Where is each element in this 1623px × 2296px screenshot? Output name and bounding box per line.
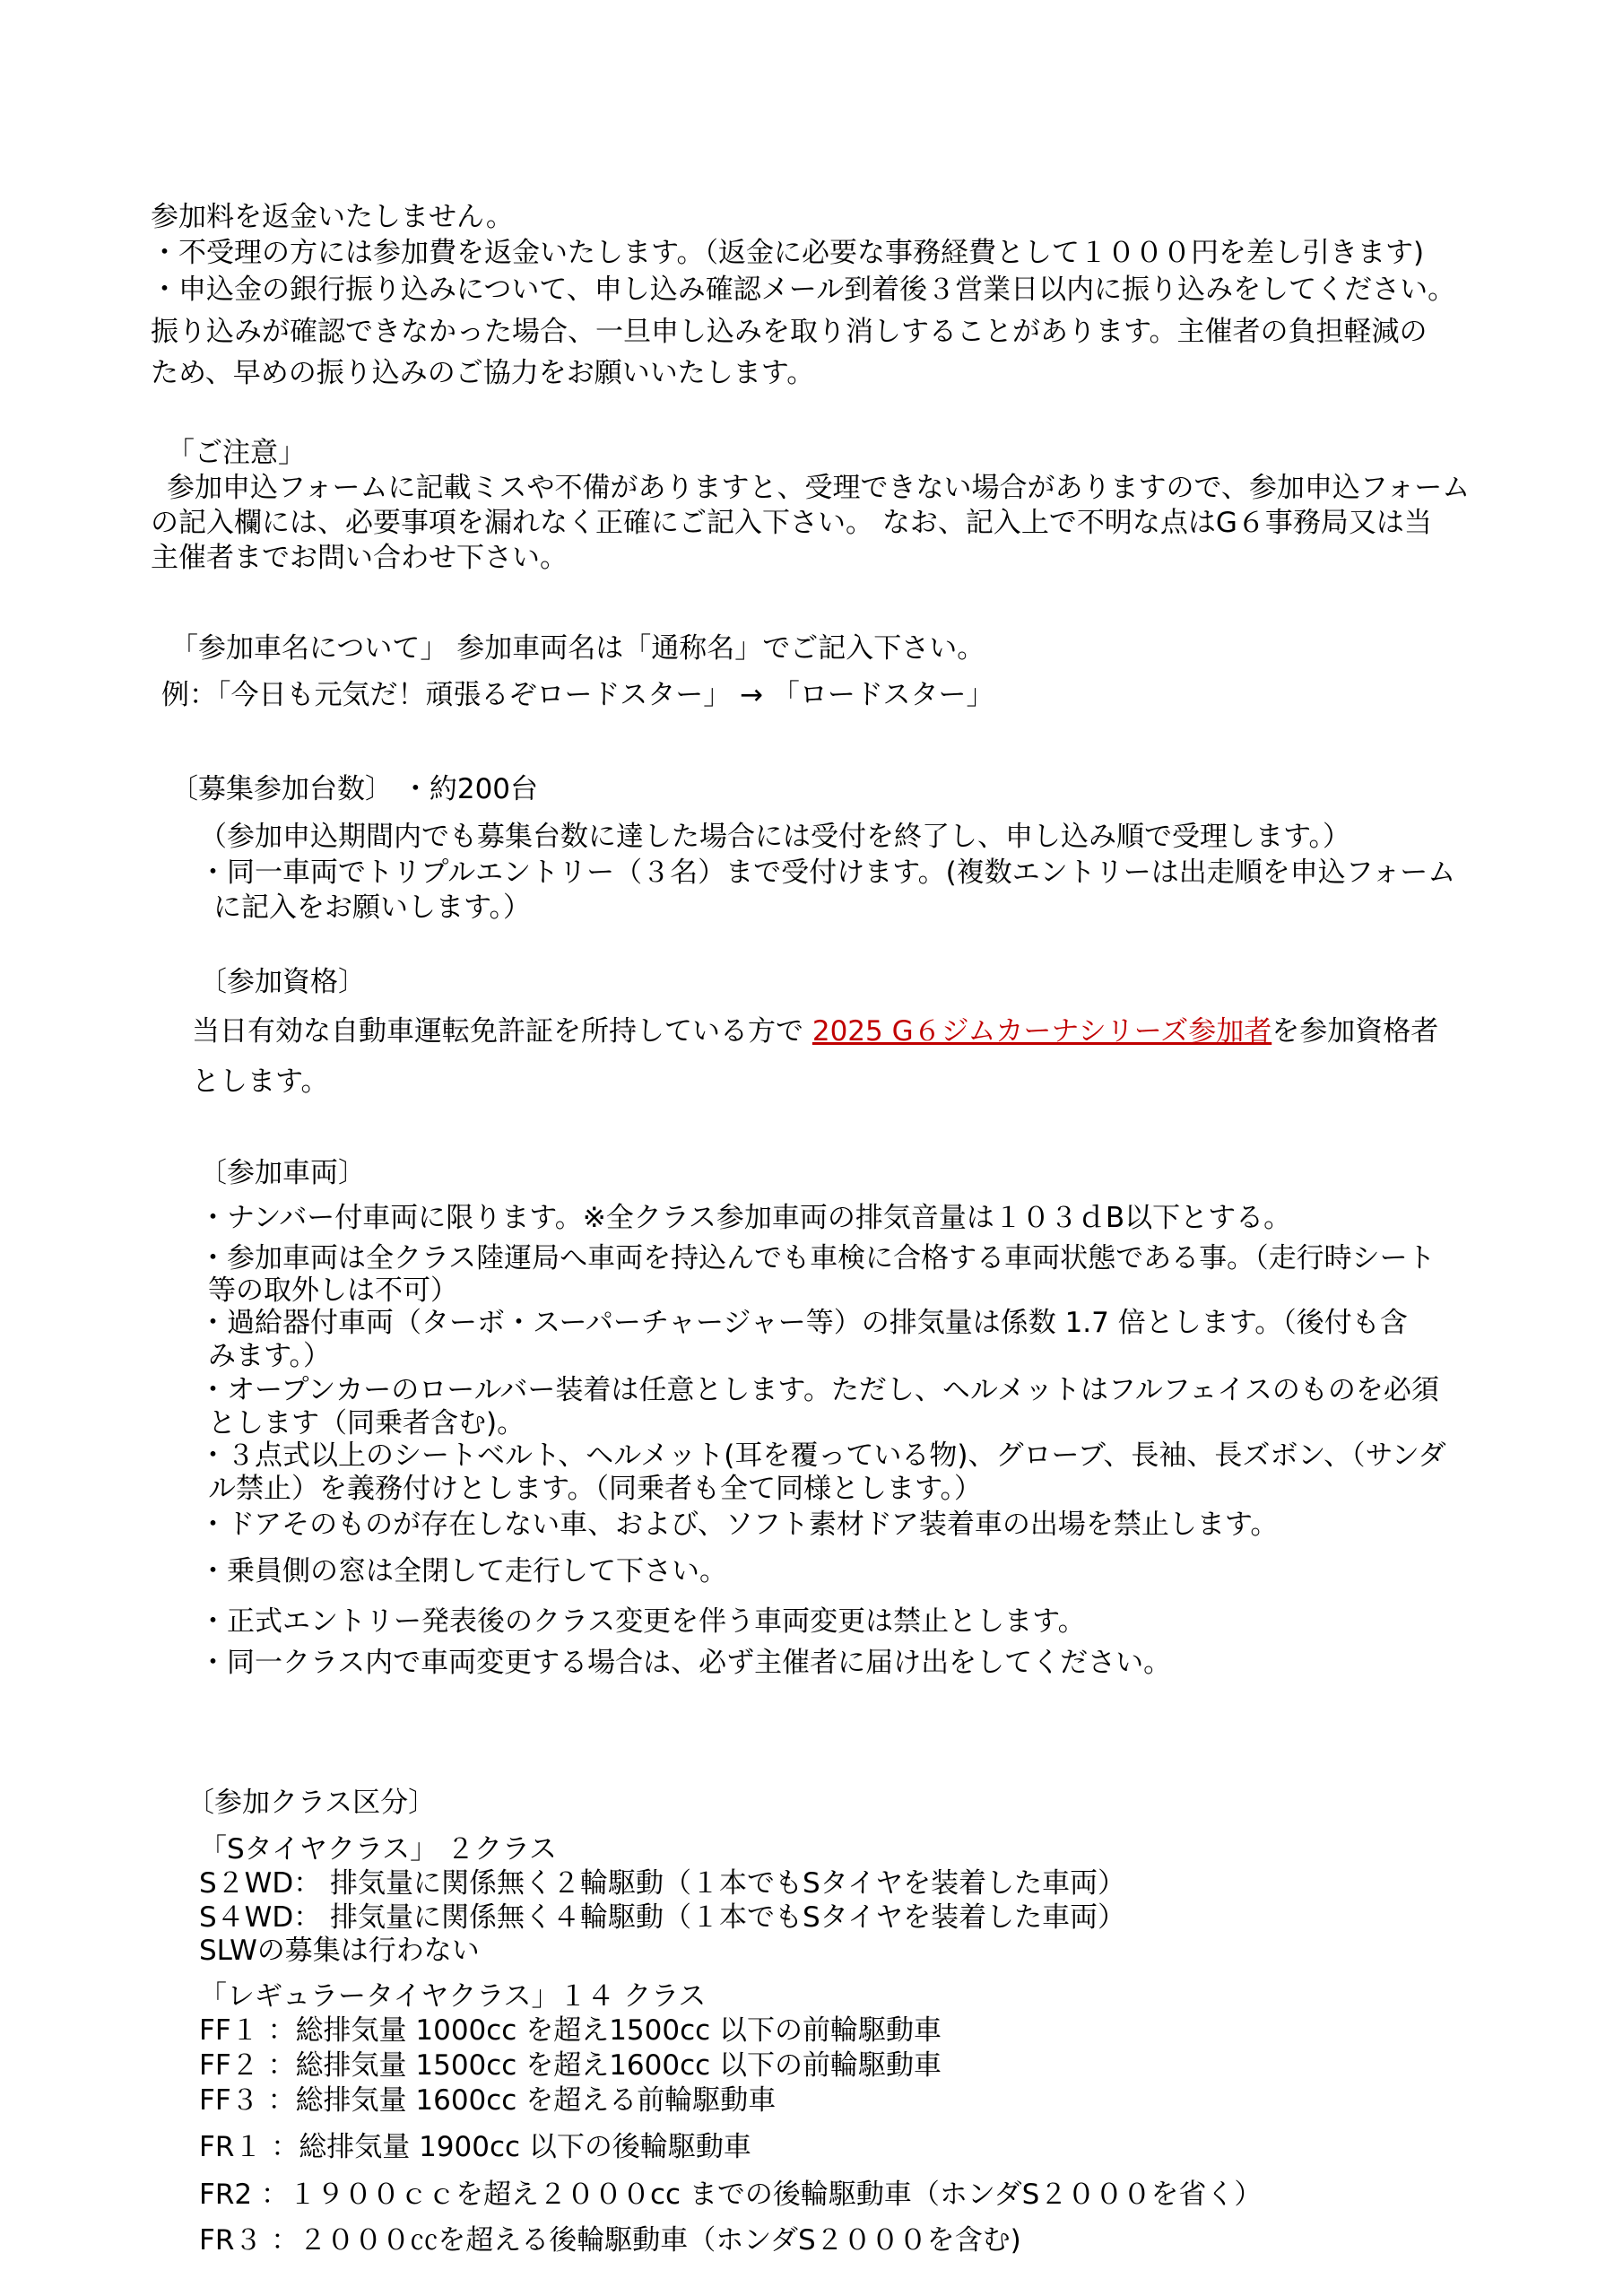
series-participant-link[interactable]: 2025 G６ジムカーナシリーズ参加者 [812, 1015, 1272, 1048]
notice-line-2: の記入欄には、必要事項を漏れなく正確にご記入下さい。 なお、記入上で不明な点はG６事務局又は当 [151, 507, 1432, 539]
vehicle-line-8: ・３点式以上のシートベルト、ヘルメット(耳を覆っている物)、グローブ、長袖、長ズボン、（サンダ [199, 1439, 1446, 1472]
class-s2wd: S２WD： 排気量に関係無く２輪駆動（１本でもSタイヤを装着した車両） [199, 1867, 1126, 1900]
vehicle-line-13: ・同一クラス内で車両変更する場合は、必ず主催者に届け出をしてください。 [199, 1647, 1172, 1679]
vehicle-line-3: 等の取外しは不可） [208, 1274, 458, 1307]
vehicle-line-2: ・参加車両は全クラス陸運局へ車両を持込んでも車検に合格する車両状態である事。（走行時シート [199, 1242, 1436, 1274]
class-ff1: FF１ ：総排気量 1000cc を超え1500cc 以下の前輪駆動車 [199, 2014, 942, 2047]
vehicle-line-6: ・オープンカーのロールバー装着は任意とします。ただし、ヘルメットはフルフェイスのものを必須 [199, 1374, 1439, 1406]
qualification-text-post: を参加資格者 [1271, 1015, 1439, 1048]
notice-line-3: 主催者までお問い合わせ下さい。 [151, 542, 568, 574]
class-ff2: FF２ ：総排気量 1500cc を超え1600cc 以下の前輪駆動車 [199, 2049, 942, 2082]
count-line-3: に記入をお願いします。） [213, 891, 532, 924]
class-ff3: FF３ ：総排気量 1600cc を超える前輪駆動車 [199, 2084, 777, 2117]
vehicle-line-1: ・ナンバー付車両に限ります。※全クラス参加車両の排気音量は１０３ｄB以下とする。 [199, 1202, 1292, 1234]
count-line-2: ・同一車両でトリプルエントリー（３名）まで受付けます。(複数エントリーは出走順を申込フォーム [199, 857, 1456, 889]
vehicle-line-9: ル禁止）を義務付けとします。（同乗者も全て同様とします。） [208, 1473, 983, 1505]
refund-line-4: 振り込みが確認できなかった場合、一旦申し込みを取り消しすることがあります。主催者の負担軽減の [151, 316, 1428, 348]
vehicle-heading: 〔参加車両〕 [199, 1157, 366, 1189]
qualification-text-pre: 当日有効な自動車運転免許証を所持している方で [192, 1015, 812, 1048]
refund-line-1: 参加料を返金いたしません。 [151, 201, 514, 233]
s-tire-heading: 「Sタイヤクラス」 ２クラス [199, 1833, 558, 1866]
class-fr2: FR2 ：１９００ｃｃを超え２０００cc までの後輪駆動車（ホンダS２０００を省く） [199, 2179, 1263, 2211]
count-heading: 〔募集参加台数〕 ・約200台 [170, 773, 539, 805]
classes-heading: 〔参加クラス区分〕 [187, 1787, 437, 1819]
notice-line-1: 参加申込フォームに記載ミスや不備がありますと、受理できない場合がありますので、参加申込フォーム [167, 472, 1471, 504]
qualification-heading: 〔参加資格〕 [199, 966, 366, 998]
carname-line-1: 「参加車名について」 参加車両名は「通称名」でご記入下さい。 [170, 632, 985, 665]
notice-heading: 「ご注意」 [167, 437, 306, 469]
count-line-1: （参加申込期間内でも募集台数に達した場合には受付を終了し、申し込み順で受理します。） [199, 821, 1351, 853]
vehicle-line-7: とします（同乗者含む)。 [208, 1407, 525, 1439]
refund-line-2: ・不受理の方には参加費を返金いたします。（返金に必要な事務経費として１０００円を差し引きます) [151, 237, 1425, 269]
class-slw-note: SLWの募集は行わない [199, 1935, 480, 1967]
qualification-line-1 [192, 1013, 1438, 1049]
vehicle-line-4: ・過給器付車両（ターボ・スーパーチャージャー等）の排気量は係数 1.7 倍とします。（後付も含 [199, 1307, 1408, 1339]
vehicle-line-5: みます。） [208, 1340, 332, 1372]
qualification-line-2: とします。 [192, 1065, 329, 1098]
carname-line-2: 例：「今日も元気だ！頑張るぞロードスター」 → 「ロードスター」 [161, 679, 994, 711]
refund-line-3: ・申込金の銀行振り込みについて、申し込み確認メール到着後３営業日以内に振り込みをしてください。 [151, 274, 1456, 306]
vehicle-line-10: ・ドアそのものが存在しない車、および、ソフト素材ドア装着車の出場を禁止します。 [199, 1509, 1279, 1541]
vehicle-line-12: ・正式エントリー発表後のクラス変更を伴う車両変更は禁止とします。 [199, 1605, 1086, 1638]
class-fr3: FR３ ：２０００㏄を超える後輪駆動車（ホンダS２０００を含む) [199, 2224, 1021, 2257]
class-fr1: FR１ ：総排気量 1900cc 以下の後輪駆動車 [199, 2131, 751, 2163]
refund-line-5: ため、早めの振り込みのご協力をお願いいたします。 [151, 357, 815, 389]
regular-tire-heading: 「レギュラータイヤクラス」１４ クラス [199, 1980, 707, 2013]
class-s4wd: S４WD： 排気量に関係無く４輪駆動（１本でもSタイヤを装着した車両） [199, 1901, 1126, 1934]
vehicle-line-11: ・乗員側の窓は全閉して走行して下さい。 [199, 1555, 727, 1587]
